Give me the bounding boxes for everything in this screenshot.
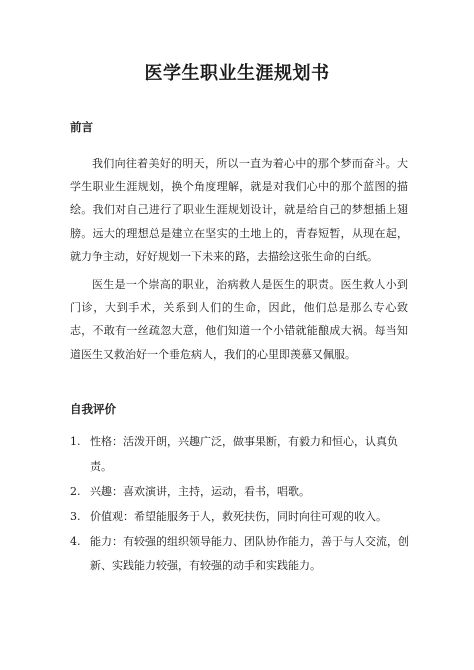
list-item <box>70 530 410 579</box>
list-item-number: 2. <box>70 484 81 498</box>
list-item-text: 性格：活泼开朗，兴趣广泛，做事果断，有毅力和恒心，认真负责。 <box>90 435 398 473</box>
list-item-text: 价值观：希望能服务于人，救死扶伤，同时向往可观的收入。 <box>90 509 387 523</box>
list-item-number: 1. <box>70 435 81 448</box>
self-evaluation-list <box>70 430 410 579</box>
section-heading-self-evaluation: 自我评价 <box>70 402 116 416</box>
list-item <box>70 430 410 479</box>
list-item <box>70 505 410 530</box>
preface-paragraph-1: 我们向往着美好的明天，所以一直为着心中的那个梦而奋斗。大学生职业生涯规划，换个角度理解，就是对我们心中的那个蓝图的描绘。我们对自己进行了职业生涯规划设计，就是给自己的梦想插上翅膀。远大的理想总是建立在坚实的土地上的，青春短暂，从现在起，就力争主动，好好规划一下未来的路，去描绘这张生命的白纸。 <box>70 157 408 263</box>
section-heading-preface: 前言 <box>70 120 93 134</box>
list-item-text: 能力：有较强的组织领导能力、团队协作能力，善于与人交流，创新、实践能力较强，有较强的动手和实践能力。 <box>90 534 409 572</box>
list-item-number: 4. <box>70 534 81 548</box>
preface-paragraph-2: 医生是一个崇高的职业，治病救人是医生的职责。医生救人小到门诊，大到手术，关系到人们的生命，因此，他们总是那么专心致志，不敢有一丝疏忽大意，他们知道一个小错就能酿成大祸。每当知道医生又救治好一个垂危病人，我们的心里即羡慕又佩服。 <box>70 278 408 361</box>
list-item-text: 兴趣：喜欢演讲，主持，运动，看书，唱歌。 <box>90 484 310 498</box>
list-item-number: 3. <box>70 509 81 523</box>
document-title: 医学生职业生涯规划书 <box>144 63 330 84</box>
list-item <box>70 480 410 505</box>
